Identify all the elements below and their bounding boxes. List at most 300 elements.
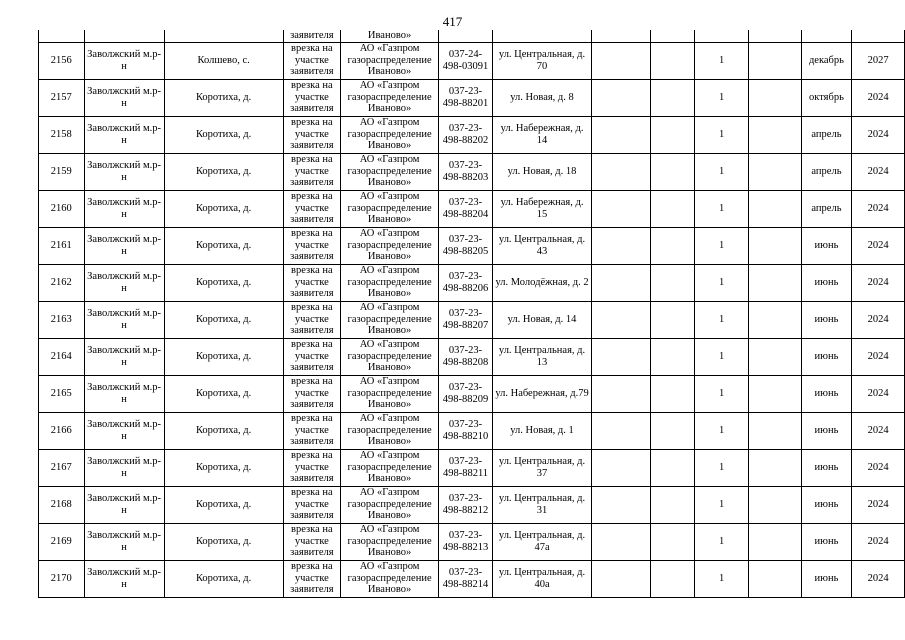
cell-empty <box>591 79 650 116</box>
cell-empty <box>749 264 801 301</box>
cell-district <box>84 523 164 560</box>
cell-locality-text: Коротиха, д. <box>195 313 252 325</box>
cell-code <box>438 412 492 449</box>
cell-year <box>852 301 905 338</box>
cell-month-text: декабрь <box>808 54 844 66</box>
cell-year-text: 2024 <box>867 128 889 140</box>
table-row <box>39 116 905 153</box>
cell-month <box>801 560 852 597</box>
cell-connection-type-text: врезка на участке заявителя <box>290 413 334 448</box>
cell-num-text: 2165 <box>50 387 72 399</box>
cell-district-text: Заволжский м.р-н <box>87 419 162 442</box>
cell-empty <box>749 30 801 42</box>
cell-num-text: 2159 <box>50 165 72 177</box>
cell-num-text: 2167 <box>50 461 72 473</box>
cell-connection-type-text: врезка на участке заявителя <box>290 117 334 152</box>
cell-locality <box>164 42 283 79</box>
cell-empty <box>591 412 650 449</box>
cell-address <box>493 42 592 79</box>
cell-district-text: Заволжский м.р-н <box>87 49 162 72</box>
cell-year-text: 2024 <box>867 350 889 362</box>
cell-address <box>493 338 592 375</box>
cell-num <box>39 153 85 190</box>
cell-qty-text: 1 <box>718 202 725 214</box>
cell-code <box>438 190 492 227</box>
cell-num-text: 2161 <box>50 239 72 251</box>
table-body <box>39 30 905 597</box>
cell-empty <box>749 190 801 227</box>
cell-empty <box>591 190 650 227</box>
table-row <box>39 560 905 597</box>
cell-empty <box>749 449 801 486</box>
cell-month-text: октябрь <box>809 91 844 103</box>
cell-empty <box>651 486 694 523</box>
cell-locality-text: Колшево, с. <box>197 54 250 66</box>
cell-address <box>493 227 592 264</box>
cell-month <box>801 523 852 560</box>
cell-connection-type <box>283 375 341 412</box>
cell-empty <box>651 42 694 79</box>
cell-empty <box>651 560 694 597</box>
cell-address-text: ул. Центральная, д. 47а <box>498 530 586 553</box>
cell-organization <box>341 190 439 227</box>
cell-num <box>39 375 85 412</box>
cell-month-text: июнь <box>814 239 839 251</box>
cell-address <box>493 264 592 301</box>
cell-code <box>438 227 492 264</box>
table-row <box>39 42 905 79</box>
cell-qty-text: 1 <box>718 54 725 66</box>
cell-organization-text: АО «Газпром газораспределение Иваново» <box>347 487 432 522</box>
cell-empty <box>749 153 801 190</box>
cell-year <box>852 264 905 301</box>
cell-connection-type-text: врезка на участке заявителя <box>290 228 334 263</box>
cell-month-text: июнь <box>814 350 839 362</box>
cell-qty-text: 1 <box>718 535 725 547</box>
cell-num-text: 2163 <box>50 313 72 325</box>
cell-district <box>84 30 164 42</box>
cell-year <box>852 560 905 597</box>
cell-month <box>801 42 852 79</box>
cell-district-text: Заволжский м.р-н <box>87 530 162 553</box>
cell-connection-type <box>283 560 341 597</box>
cell-code-text: 037-23-498-88202 <box>442 123 489 146</box>
cell-month <box>801 412 852 449</box>
cell-empty <box>749 301 801 338</box>
cell-organization <box>341 153 439 190</box>
cell-organization <box>341 523 439 560</box>
cell-qty-text: 1 <box>718 350 725 362</box>
table-row <box>39 79 905 116</box>
cell-connection-type <box>283 449 341 486</box>
cell-organization <box>341 301 439 338</box>
cell-month <box>801 116 852 153</box>
cell-code <box>438 153 492 190</box>
cell-year-text: 2024 <box>867 202 889 214</box>
cell-connection-type <box>283 79 341 116</box>
cell-empty <box>591 523 650 560</box>
cell-empty <box>591 560 650 597</box>
cell-organization-text: АО «Газпром газораспределение Иваново» <box>347 117 432 152</box>
cell-qty-text: 1 <box>718 128 725 140</box>
cell-empty <box>591 264 650 301</box>
cell-locality-text: Коротиха, д. <box>195 387 252 399</box>
cell-empty <box>591 301 650 338</box>
cell-qty <box>694 264 749 301</box>
cell-organization <box>341 412 439 449</box>
cell-connection-type-text: врезка на участке заявителя <box>290 154 334 189</box>
cell-address <box>493 486 592 523</box>
cell-organization <box>341 264 439 301</box>
cell-address-text: ул. Новая, д. 18 <box>507 165 577 177</box>
cell-num <box>39 412 85 449</box>
cell-connection-type-text: врезка на участке заявителя <box>290 302 334 337</box>
cell-empty <box>591 449 650 486</box>
cell-qty-text: 1 <box>718 313 725 325</box>
cell-empty <box>591 338 650 375</box>
cell-address <box>493 190 592 227</box>
cell-empty <box>591 375 650 412</box>
cell-month <box>801 486 852 523</box>
cell-locality <box>164 301 283 338</box>
cell-connection-type <box>283 153 341 190</box>
cell-empty <box>651 264 694 301</box>
cell-district-text: Заволжский м.р-н <box>87 382 162 405</box>
cell-locality-text: Коротиха, д. <box>195 239 252 251</box>
cell-qty <box>694 560 749 597</box>
cell-qty <box>694 449 749 486</box>
cell-year-text: 2024 <box>867 535 889 547</box>
cell-organization-text: АО «Газпром газораспределение Иваново» <box>347 80 432 115</box>
cell-code <box>438 338 492 375</box>
cell-num <box>39 30 85 42</box>
cell-district <box>84 375 164 412</box>
cell-year <box>852 227 905 264</box>
cell-organization-text: АО «Газпром газораспределение Иваново» <box>347 376 432 411</box>
cell-month-text: апрель <box>811 202 842 214</box>
cell-organization-text: АО «Газпром газораспределение Иваново» <box>347 154 432 189</box>
cell-month-text: июнь <box>814 572 839 584</box>
cell-code <box>438 523 492 560</box>
cell-qty <box>694 79 749 116</box>
cell-connection-type-text: врезка на участке заявителя <box>290 191 334 226</box>
page-number: 417 <box>442 14 463 29</box>
cell-organization <box>341 42 439 79</box>
cell-code-text: 037-23-498-88212 <box>442 493 489 516</box>
cell-month <box>801 79 852 116</box>
cell-locality <box>164 523 283 560</box>
cell-empty <box>651 227 694 264</box>
cell-code <box>438 79 492 116</box>
cell-empty <box>651 30 694 42</box>
cell-organization: Иваново» <box>341 30 439 42</box>
cell-empty <box>749 116 801 153</box>
cell-code-text: 037-23-498-88209 <box>442 382 489 405</box>
cell-district <box>84 449 164 486</box>
cell-month <box>801 190 852 227</box>
cell-organization-text: АО «Газпром газораспределение Иваново» <box>347 339 432 374</box>
cell-year-text: 2027 <box>867 54 889 66</box>
table-row <box>39 264 905 301</box>
cell-organization-text: АО «Газпром газораспределение Иваново» <box>347 302 432 337</box>
cell-address-text: ул. Центральная, д. 31 <box>498 493 586 516</box>
cell-code-text: 037-23-498-88214 <box>442 567 489 590</box>
cell-qty-text: 1 <box>718 387 725 399</box>
cell-num <box>39 560 85 597</box>
cell-address <box>493 116 592 153</box>
cell-month <box>801 227 852 264</box>
cell-address-text: ул. Набережная, д. 15 <box>500 197 584 220</box>
cell-connection-type-text: врезка на участке заявителя <box>290 376 334 411</box>
cell-locality <box>164 412 283 449</box>
cell-district <box>84 301 164 338</box>
table-row <box>39 375 905 412</box>
cell-empty <box>651 338 694 375</box>
cell-num <box>39 190 85 227</box>
cell-empty <box>591 30 650 42</box>
cell-year <box>852 190 905 227</box>
cell-locality <box>164 560 283 597</box>
cell-code-text: 037-23-498-88201 <box>442 86 489 109</box>
cell-district-text: Заволжский м.р-н <box>87 160 162 183</box>
cell-year-text: 2024 <box>867 165 889 177</box>
cell-organization-text: АО «Газпром газораспределение Иваново» <box>347 524 432 559</box>
cell-district <box>84 338 164 375</box>
cell-address <box>493 523 592 560</box>
cell-month <box>801 449 852 486</box>
cell-code <box>438 449 492 486</box>
cell-year <box>852 412 905 449</box>
cell-num-text: 2157 <box>50 91 72 103</box>
cell-organization-text: АО «Газпром газораспределение Иваново» <box>347 413 432 448</box>
cell-code-text: 037-23-498-88203 <box>442 160 489 183</box>
cell-empty <box>651 301 694 338</box>
cell-num-text: 2158 <box>50 128 72 140</box>
cell-num <box>39 264 85 301</box>
cell-connection-type-text: врезка на участке заявителя <box>290 561 334 596</box>
cell-locality <box>164 79 283 116</box>
cell-year <box>852 486 905 523</box>
cell-address-text: ул. Новая, д. 8 <box>510 91 574 103</box>
cell-year <box>852 375 905 412</box>
cell-connection-type <box>283 264 341 301</box>
cell-locality-text: Коротиха, д. <box>195 350 252 362</box>
cell-organization <box>341 227 439 264</box>
cell-locality-text: Коротиха, д. <box>195 91 252 103</box>
cell-month-text: июнь <box>814 535 839 547</box>
cell-qty <box>694 190 749 227</box>
table-row <box>39 227 905 264</box>
cell-connection-type-text: врезка на участке заявителя <box>290 43 334 78</box>
cell-year <box>852 30 905 42</box>
cell-address-text: ул. Новая, д. 1 <box>510 424 574 436</box>
cell-locality-text: Коротиха, д. <box>195 128 252 140</box>
cell-connection-type <box>283 338 341 375</box>
cell-locality <box>164 449 283 486</box>
cell-qty <box>694 486 749 523</box>
cell-year <box>852 153 905 190</box>
cell-empty <box>749 338 801 375</box>
cell-year-text: 2024 <box>867 239 889 251</box>
cell-num-text: 2169 <box>50 535 72 547</box>
cell-qty <box>694 375 749 412</box>
continuation-row <box>39 30 905 42</box>
cell-empty <box>651 79 694 116</box>
cell-empty <box>749 375 801 412</box>
cell-address-text: ул. Молодёжная, д. 2 <box>495 276 589 288</box>
cell-qty-text: 1 <box>718 276 725 288</box>
cell-month <box>801 375 852 412</box>
cell-qty <box>694 301 749 338</box>
cell-year <box>852 42 905 79</box>
cell-qty-text: 1 <box>718 165 725 177</box>
cell-num-text: 2164 <box>50 350 72 362</box>
cell-locality <box>164 116 283 153</box>
cell-code-text: 037-23-498-88205 <box>442 234 489 257</box>
cell-district <box>84 264 164 301</box>
cell-locality-text: Коротиха, д. <box>195 165 252 177</box>
cell-code <box>438 301 492 338</box>
cell-code-text: 037-23-498-88208 <box>442 345 489 368</box>
cell-connection-type-text: врезка на участке заявителя <box>290 450 334 485</box>
cell-locality <box>164 190 283 227</box>
cell-num-text: 2156 <box>50 54 72 66</box>
cell-connection-type-text: врезка на участке заявителя <box>290 524 334 559</box>
cell-district <box>84 412 164 449</box>
cell-empty <box>651 523 694 560</box>
cell-num-text: 2160 <box>50 202 72 214</box>
table-row <box>39 449 905 486</box>
cell-address <box>493 30 592 42</box>
cell-organization-text: АО «Газпром газораспределение Иваново» <box>347 228 432 263</box>
cell-district <box>84 190 164 227</box>
cell-address-text: ул. Центральная, д. 37 <box>498 456 586 479</box>
cell-district-text: Заволжский м.р-н <box>87 493 162 516</box>
cell-empty <box>591 227 650 264</box>
cell-district-text: Заволжский м.р-н <box>87 86 162 109</box>
cell-organization <box>341 486 439 523</box>
cell-qty-text: 1 <box>718 498 725 510</box>
cell-district-text: Заволжский м.р-н <box>87 234 162 257</box>
cell-month <box>801 264 852 301</box>
cell-locality-text: Коротиха, д. <box>195 572 252 584</box>
cell-year <box>852 79 905 116</box>
cell-empty <box>591 42 650 79</box>
table-row <box>39 153 905 190</box>
cell-year-text: 2024 <box>867 91 889 103</box>
cell-connection-type <box>283 116 341 153</box>
cell-locality-text: Коротиха, д. <box>195 535 252 547</box>
cell-year-text: 2024 <box>867 572 889 584</box>
cell-year-text: 2024 <box>867 387 889 399</box>
cell-code-text: 037-23-498-88207 <box>442 308 489 331</box>
gas-connection-table <box>38 30 905 598</box>
cell-organization <box>341 338 439 375</box>
cell-qty-text: 1 <box>718 461 725 473</box>
cell-locality-text: Коротиха, д. <box>195 276 252 288</box>
cell-address-text: ул. Центральная, д. 40а <box>498 567 586 590</box>
cell-address-text: ул. Центральная, д. 43 <box>498 234 586 257</box>
cell-locality <box>164 30 283 42</box>
cell-locality <box>164 227 283 264</box>
cell-address-text: ул. Центральная, д. 13 <box>498 345 586 368</box>
cell-district-text: Заволжский м.р-н <box>87 567 162 590</box>
cell-empty <box>651 190 694 227</box>
cell-qty-text: 1 <box>718 424 725 436</box>
cell-qty <box>694 227 749 264</box>
table-row <box>39 301 905 338</box>
cell-connection-type <box>283 190 341 227</box>
cell-num <box>39 523 85 560</box>
cell-qty <box>694 30 749 42</box>
cell-connection-type: заявителя <box>283 30 341 42</box>
table-row <box>39 190 905 227</box>
cell-month-text: июнь <box>814 424 839 436</box>
cell-num <box>39 116 85 153</box>
cell-locality-text: Коротиха, д. <box>195 202 252 214</box>
cell-empty <box>749 523 801 560</box>
cell-num-text: 2162 <box>50 276 72 288</box>
cell-month-text: апрель <box>811 128 842 140</box>
cell-empty <box>749 79 801 116</box>
cell-empty <box>591 486 650 523</box>
cell-month-text: июнь <box>814 387 839 399</box>
cell-district <box>84 42 164 79</box>
cell-year <box>852 523 905 560</box>
cell-code <box>438 560 492 597</box>
cell-month-text: июнь <box>814 461 839 473</box>
cell-qty-text: 1 <box>718 239 725 251</box>
cell-locality-text: Коротиха, д. <box>195 424 252 436</box>
cell-connection-type <box>283 42 341 79</box>
cell-district-text: Заволжский м.р-н <box>87 308 162 331</box>
cell-qty <box>694 523 749 560</box>
cell-qty <box>694 116 749 153</box>
cell-code-text: 037-24-498-03091 <box>442 49 489 72</box>
cell-connection-type <box>283 301 341 338</box>
cell-district <box>84 486 164 523</box>
cell-empty <box>749 486 801 523</box>
cell-year-text: 2024 <box>867 498 889 510</box>
cell-code <box>438 375 492 412</box>
cell-district <box>84 153 164 190</box>
cell-address <box>493 79 592 116</box>
cell-year <box>852 338 905 375</box>
cell-district <box>84 116 164 153</box>
cell-num-text: 2170 <box>50 572 72 584</box>
cell-locality <box>164 375 283 412</box>
cell-organization-text: АО «Газпром газораспределение Иваново» <box>347 450 432 485</box>
cell-month <box>801 338 852 375</box>
cell-organization-text: АО «Газпром газораспределение Иваново» <box>347 265 432 300</box>
cell-code-text: 037-23-498-88211 <box>442 456 489 479</box>
cell-empty <box>591 153 650 190</box>
cell-year <box>852 449 905 486</box>
cell-empty <box>749 560 801 597</box>
cell-month-text: июнь <box>814 498 839 510</box>
cell-code <box>438 30 492 42</box>
table-row <box>39 523 905 560</box>
cell-code <box>438 42 492 79</box>
cell-organization <box>341 449 439 486</box>
cell-num <box>39 338 85 375</box>
cell-organization-text: АО «Газпром газораспределение Иваново» <box>347 43 432 78</box>
cell-address <box>493 560 592 597</box>
cell-locality <box>164 486 283 523</box>
cell-empty <box>749 227 801 264</box>
cell-month <box>801 153 852 190</box>
cell-connection-type <box>283 412 341 449</box>
